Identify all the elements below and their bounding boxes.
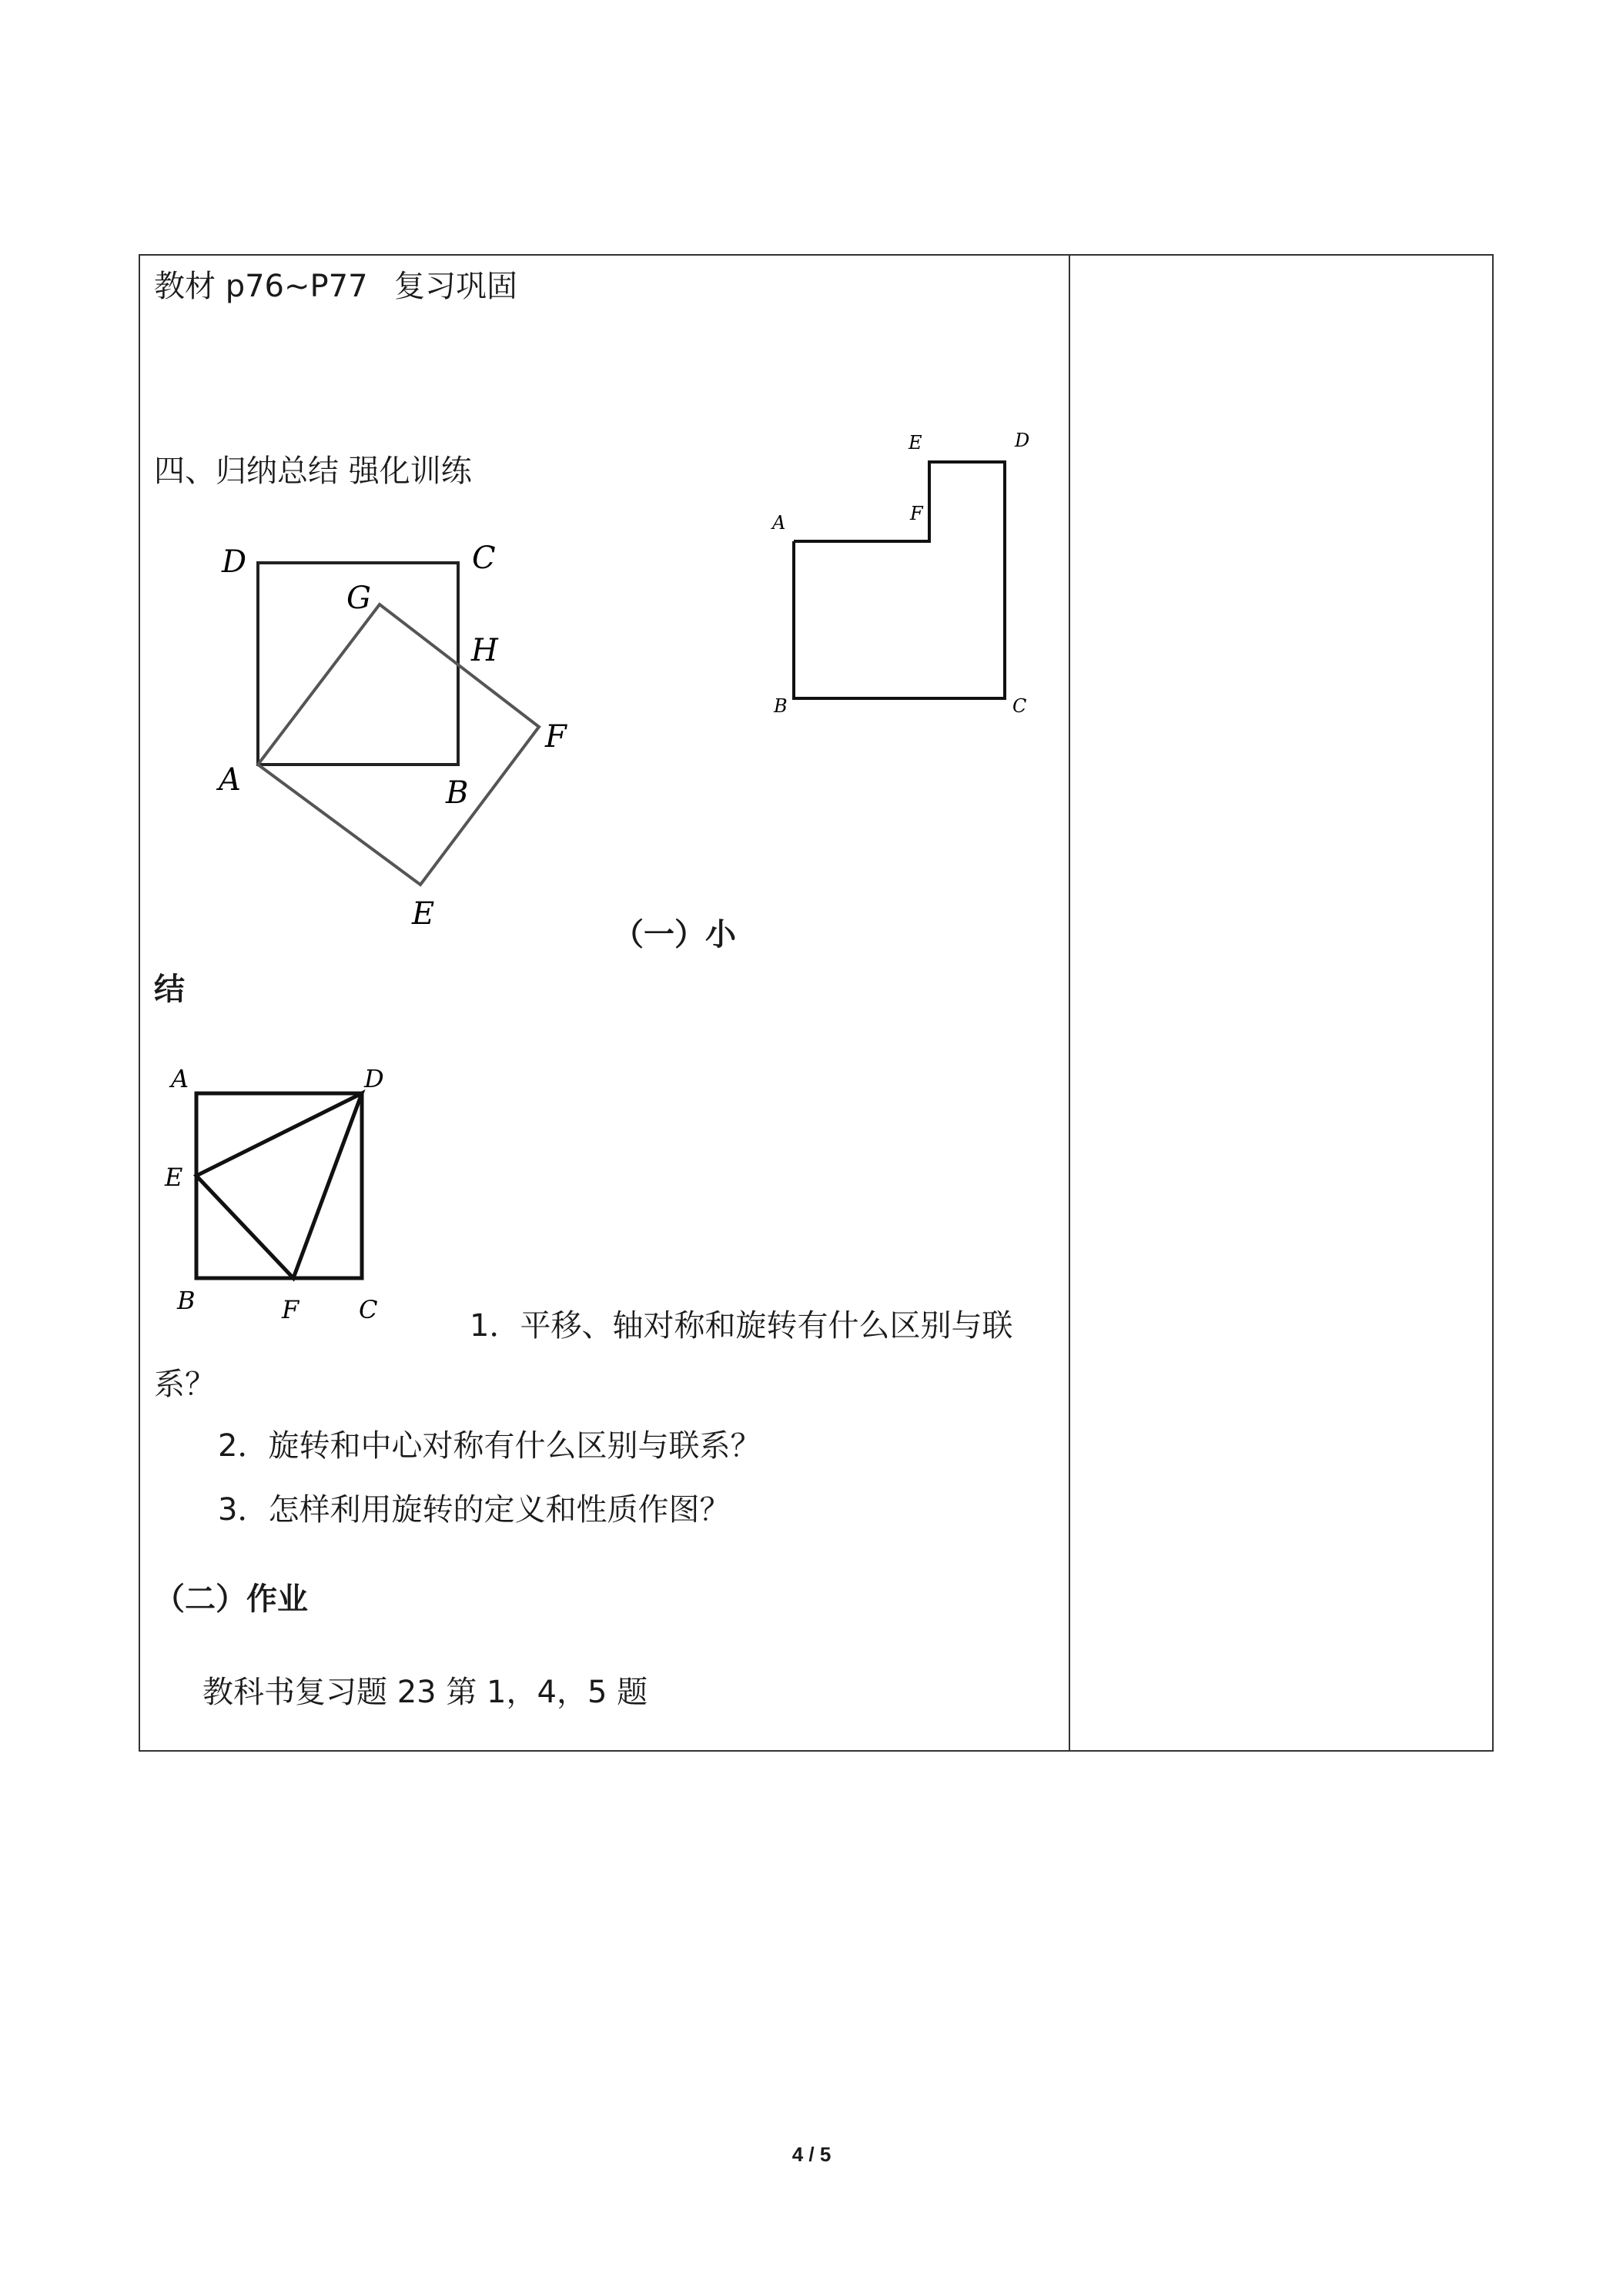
homework-text: 教科书复习题 23 第 1，4，5 题 (202, 1675, 648, 1710)
question-1: 1．平移、轴对称和旋转有什么区别与联 (470, 1308, 1013, 1344)
label-E: E (165, 1163, 183, 1192)
label-A: A (219, 762, 241, 798)
review-label: 复习巩固 (394, 269, 517, 304)
label-G: G (346, 581, 371, 616)
label-B: B (774, 695, 788, 717)
label-C: C (472, 541, 496, 576)
question-3: 3．怎样利用旋转的定义和性质作图？ (218, 1492, 731, 1528)
question-2: 2．旋转和中心对称有什么区别与联系？ (218, 1428, 761, 1464)
label-A: A (171, 1064, 189, 1093)
question-1-wrap: 系？ (154, 1367, 216, 1402)
textbook-reference: 教材 p76~P77 (154, 269, 368, 304)
label-D: D (222, 544, 247, 580)
section-heading: 四、归纳总结 强化训练 (154, 454, 472, 489)
label-H: H (471, 633, 498, 668)
homework-heading: （二）作业 (154, 1581, 308, 1617)
label-E: E (909, 432, 922, 454)
label-D: D (364, 1064, 384, 1093)
label-A: A (772, 512, 786, 534)
page-number: 4 / 5 (791, 2143, 832, 2166)
label-C: C (359, 1295, 378, 1324)
label-B: B (446, 775, 469, 811)
label-C: C (1012, 695, 1027, 717)
label-D: D (1015, 430, 1030, 451)
label-F: F (282, 1295, 300, 1324)
summary-heading-wrap: 结 (154, 972, 185, 1007)
label-B: B (177, 1286, 196, 1315)
summary-heading: （一）小 (613, 917, 736, 952)
label-F: F (545, 719, 567, 755)
label-F: F (910, 503, 923, 524)
label-E: E (412, 896, 435, 932)
